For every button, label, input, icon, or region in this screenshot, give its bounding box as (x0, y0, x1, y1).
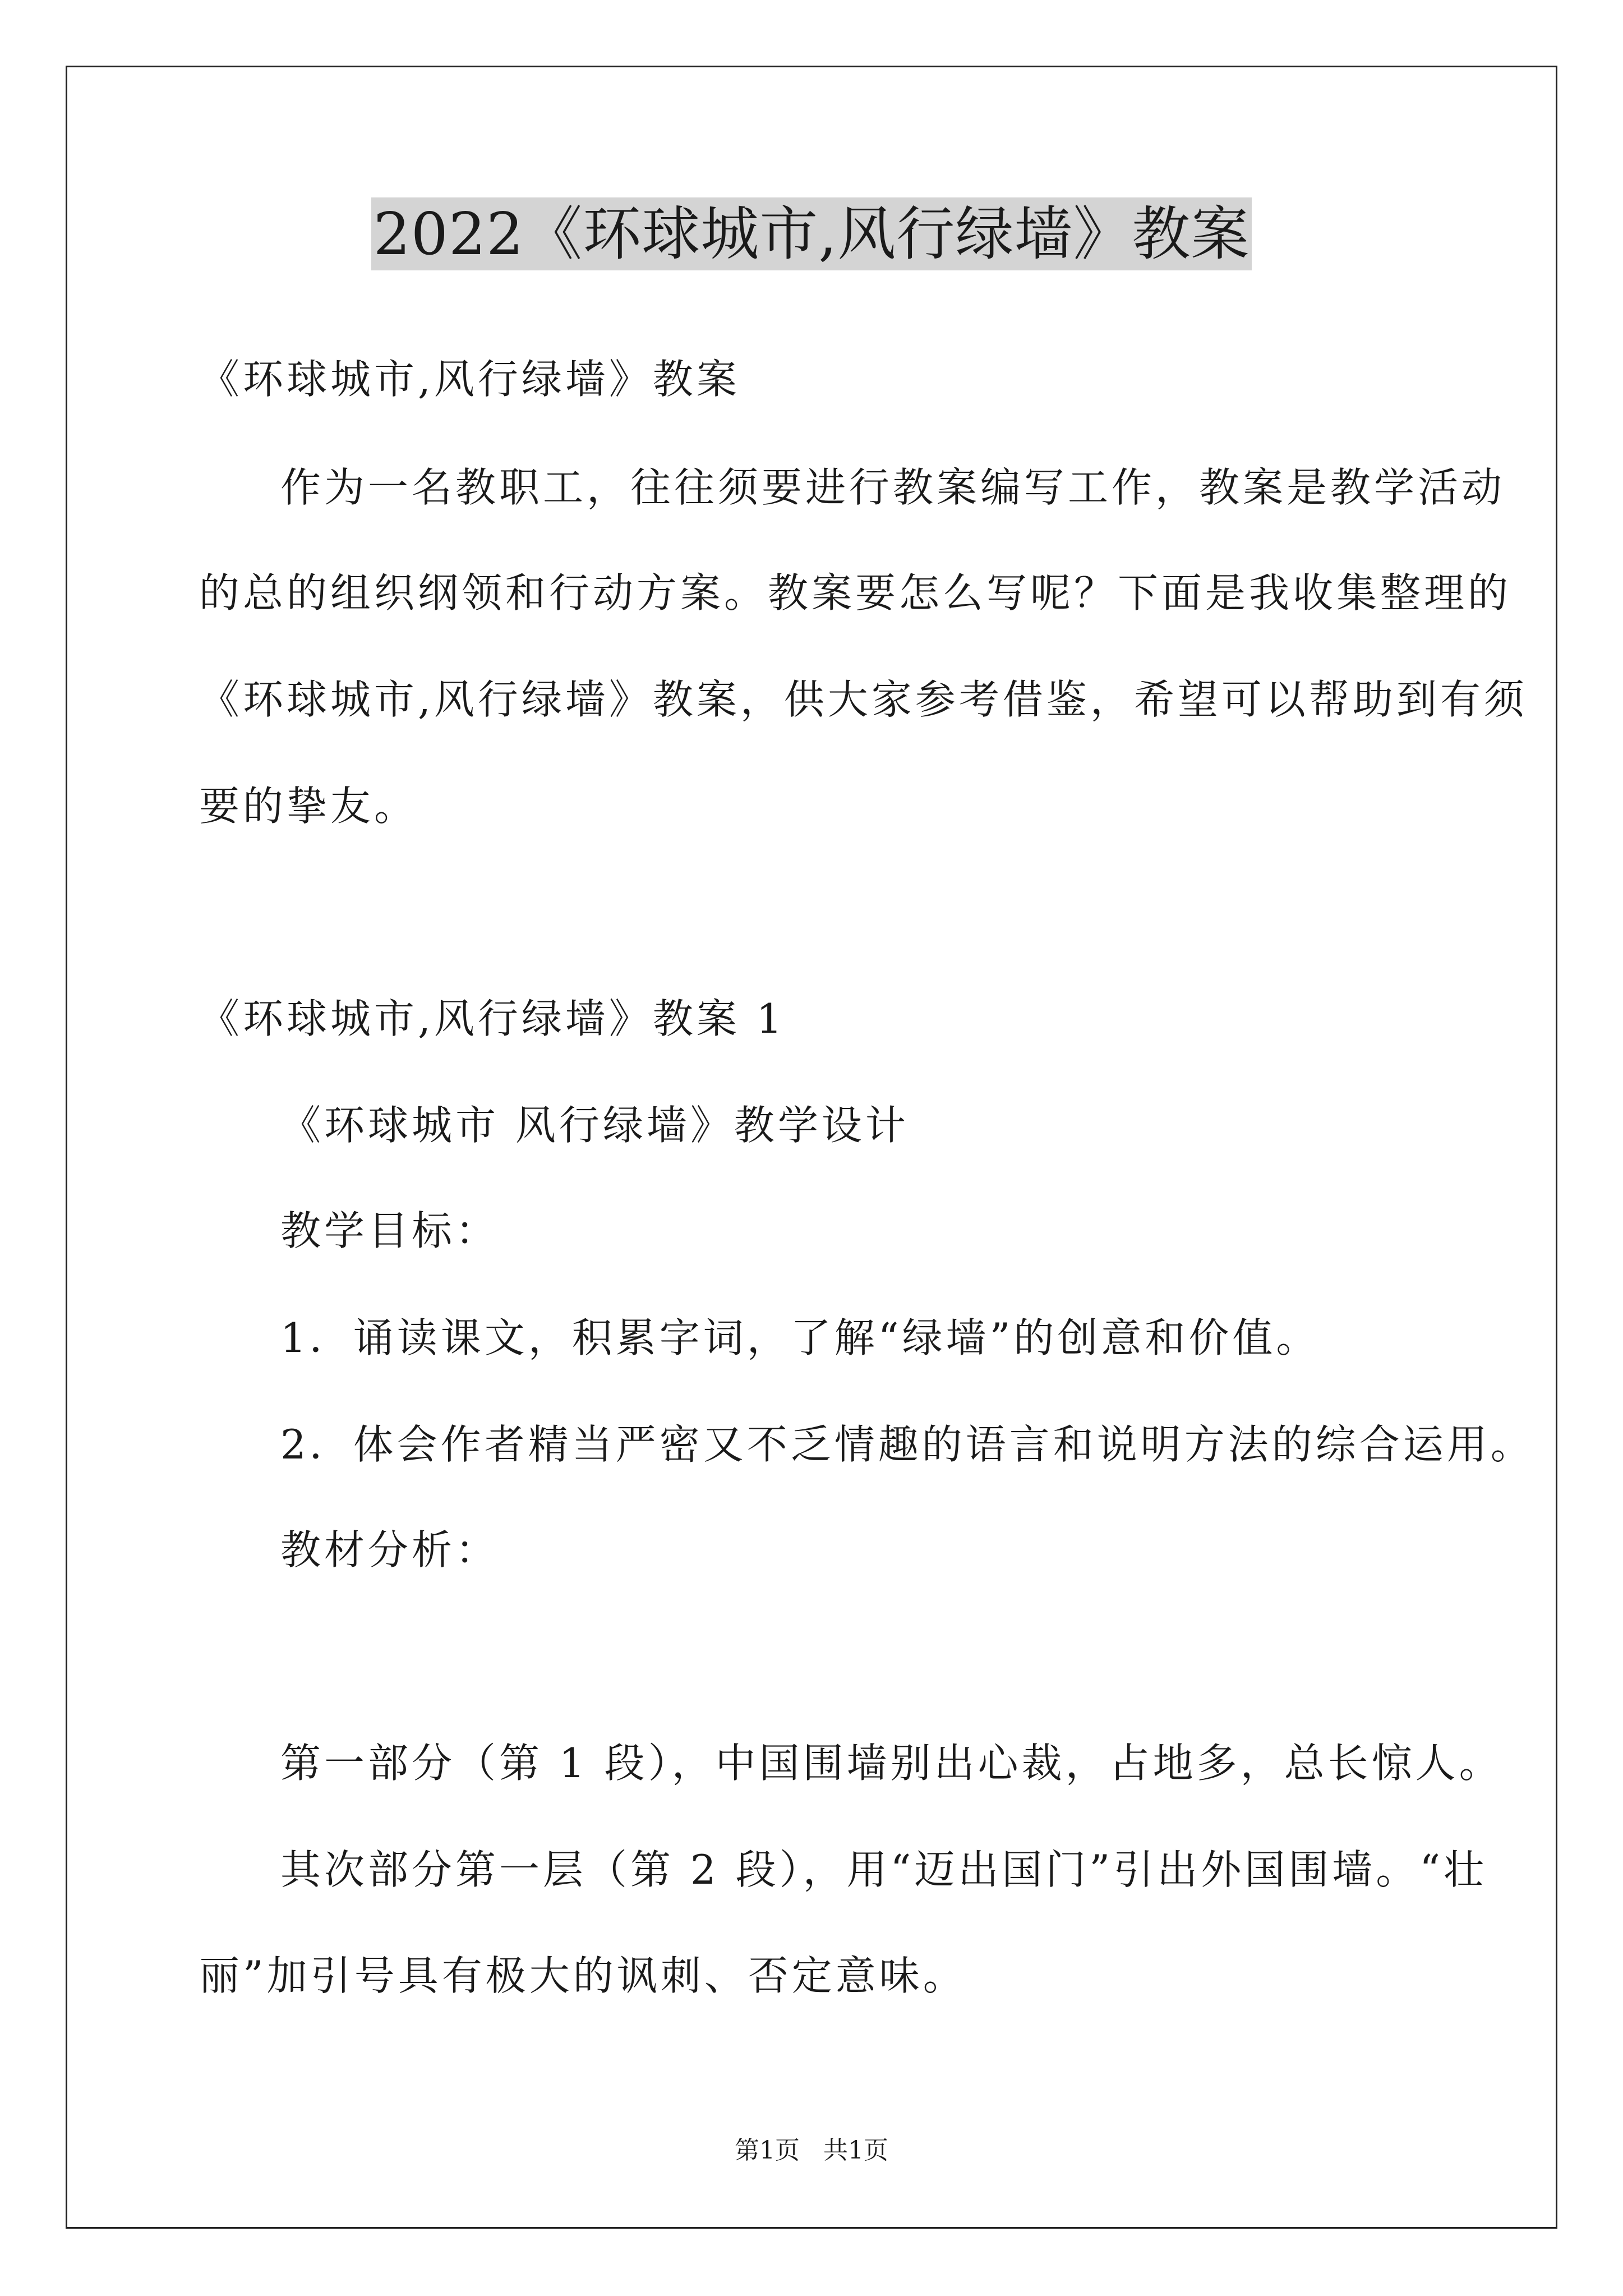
document-subtitle: 《环球城市,风行绿墙》教案 (199, 356, 740, 403)
title-container (0, 197, 1623, 270)
analysis-label: 教材分析： (280, 1526, 500, 1573)
intro-line-1: 作为一名教职工，往往须要进行教案编写工作，教案是教学活动 (280, 464, 1506, 511)
part-2-line-1: 其次部分第一层（第 2 段），用“迈出国门”引出外国围墙。“壮 (280, 1846, 1488, 1893)
intro-line-4: 要的挚友。 (199, 783, 418, 830)
intro-line-2: 的总的组织纲领和行动方案。教案要怎么写呢？下面是我收集整理的 (199, 569, 1512, 616)
design-title: 《环球城市 风行绿墙》教学设计 (280, 1102, 909, 1149)
goal-2: 2．体会作者精当严密又不乏情趣的语言和说明方法的综合运用。 (280, 1421, 1534, 1468)
section-heading: 《环球城市,风行绿墙》教案 1 (199, 995, 786, 1042)
part-2-line-2: 丽”加引号具有极大的讽刺、否定意味。 (199, 1952, 967, 1999)
document-title: 2022《环球城市,风行绿墙》教案 (371, 197, 1252, 270)
part-1: 第一部分（第 1 段），中国围墙别出心裁，占地多，总长惊人。 (280, 1740, 1503, 1787)
goal-1: 1．诵读课文，积累字词，了解“绿墙”的创意和价值。 (280, 1314, 1320, 1361)
page-footer: 第1页 共1页 (735, 2136, 888, 2165)
intro-line-3: 《环球城市,风行绿墙》教案，供大家参考借鉴，希望可以帮助到有须 (199, 676, 1528, 723)
goals-label: 教学目标： (280, 1207, 500, 1254)
